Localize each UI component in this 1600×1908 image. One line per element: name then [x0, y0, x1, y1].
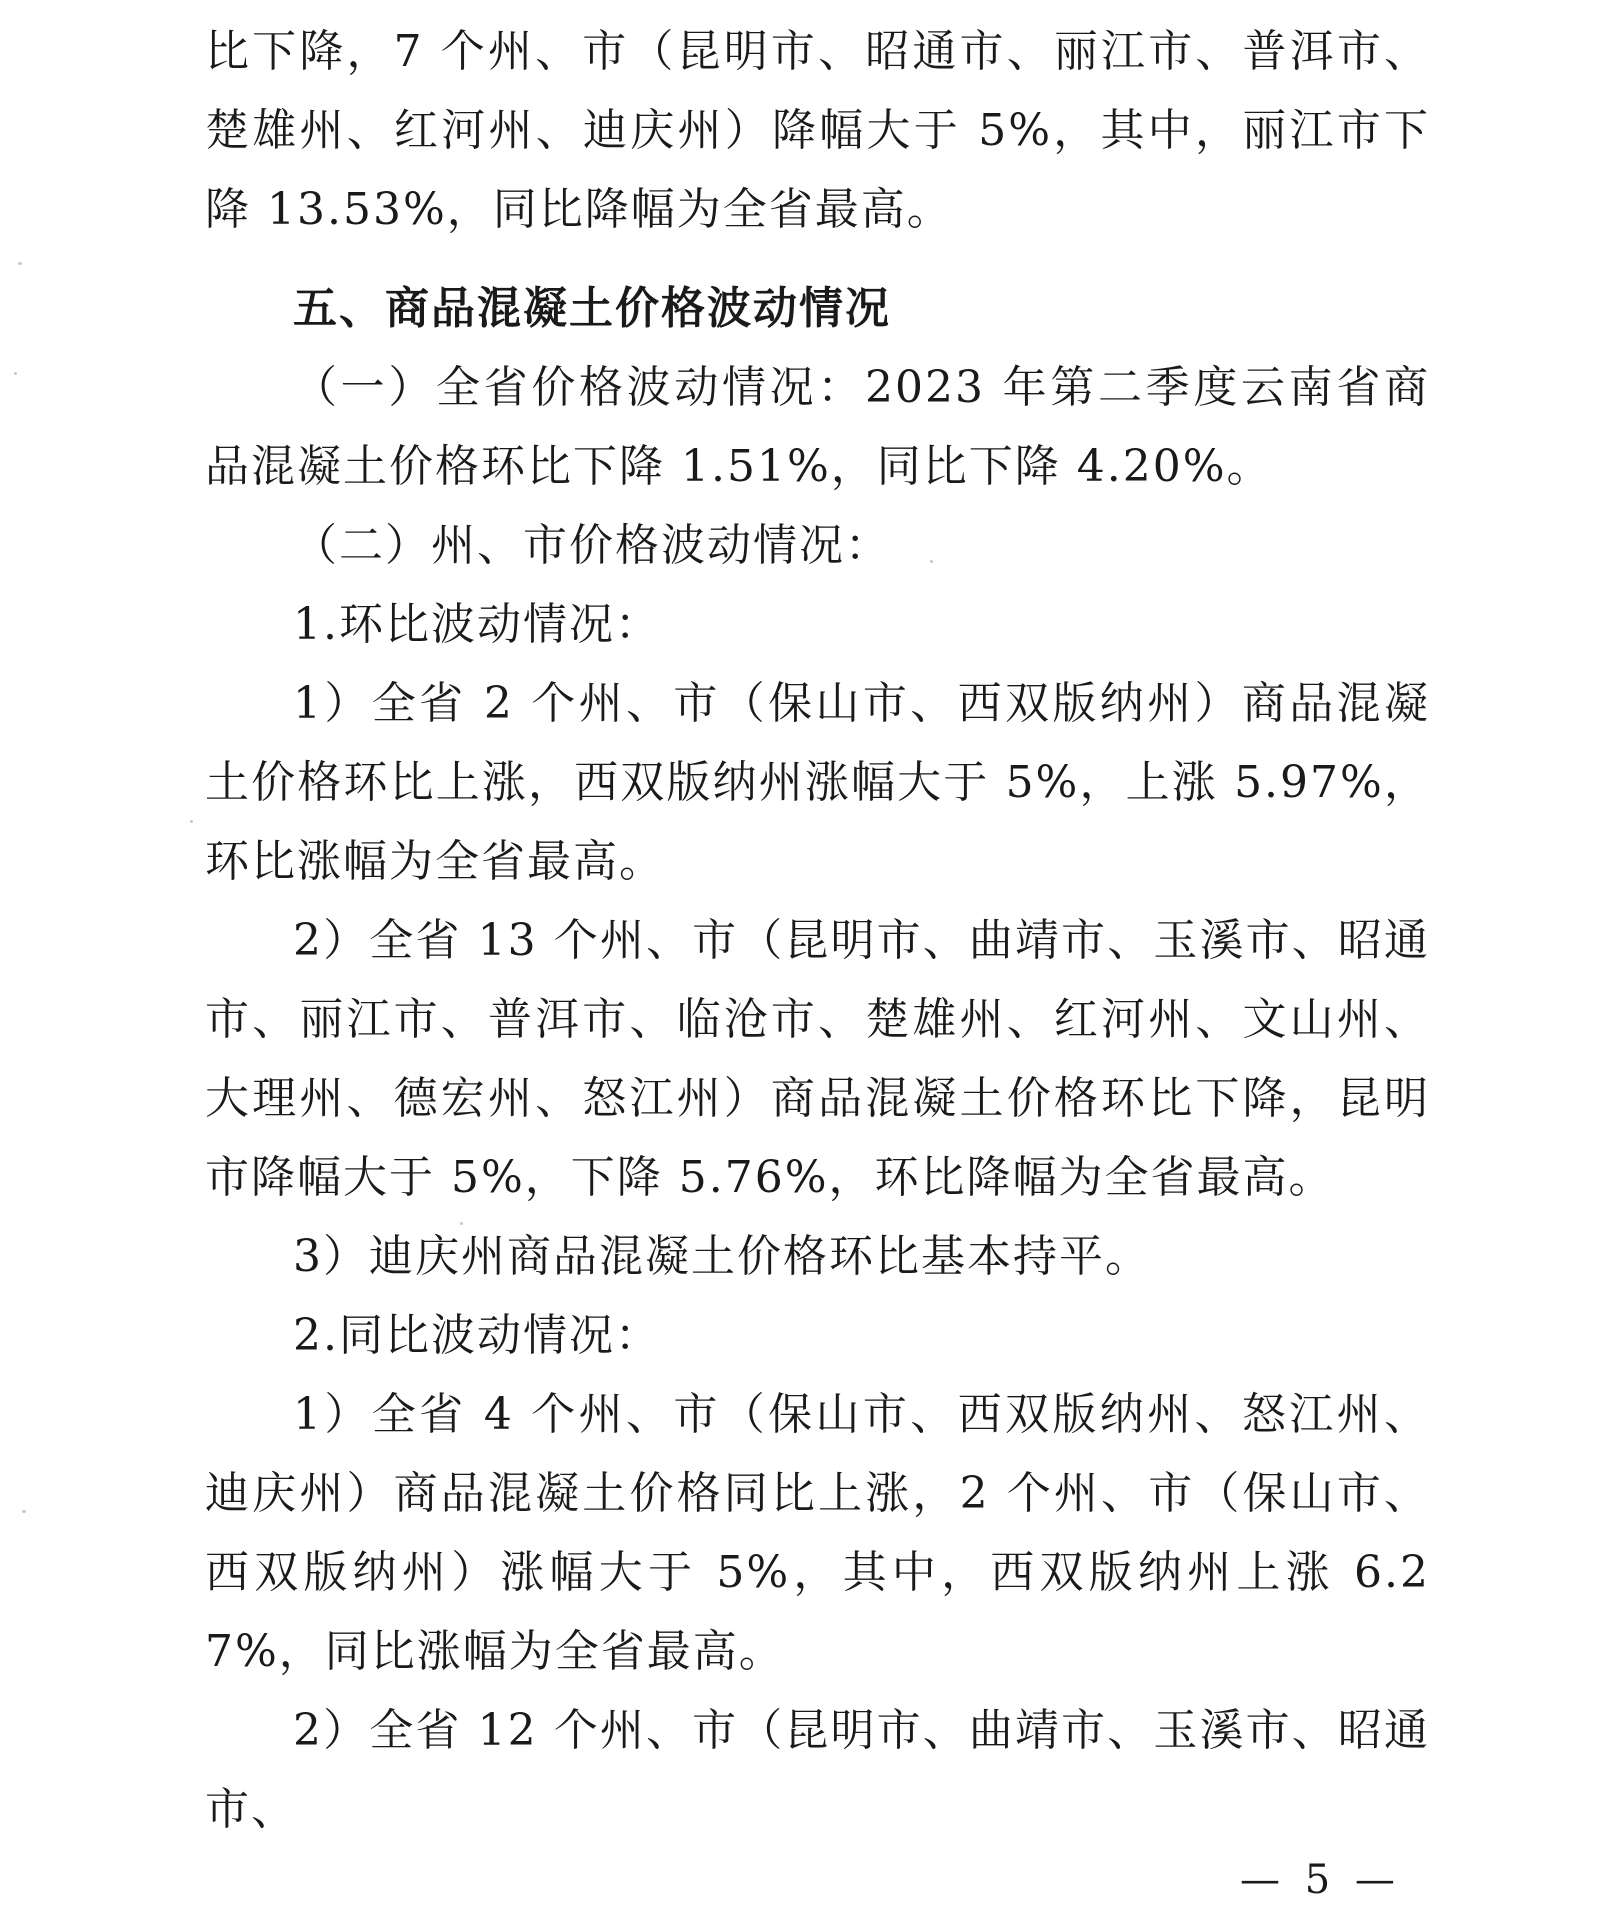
- page-number: — 5 —: [1240, 1857, 1401, 1903]
- paragraph-province-fluctuation: （一）全省价格波动情况：2023 年第二季度云南省商品混凝土价格环比下降 1.51%，同比下降 4.20%。: [205, 362, 1430, 492]
- paragraph-mom-rise: 1）全省 2 个州、市（保山市、西双版纳州）商品混凝土价格环比上涨，西双版纳州涨幅大于 5%，上涨 5.97%，环比涨幅为全省最高。: [205, 678, 1430, 887]
- scan-speck: [18, 262, 22, 265]
- paragraph-mom-title: 1.环比波动情况：: [293, 599, 661, 650]
- paragraph-yoy-rise: 1）全省 4 个州、市（保山市、西双版纳州、怒江州、迪庆州）商品混凝土价格同比上涨，2 个州、市（保山市、西双版纳州）涨幅大于 5%，其中，西双版纳州上涨 6.27%，同比涨幅为全省最高。: [205, 1389, 1430, 1677]
- scan-speck: [460, 1222, 463, 1225]
- scan-speck: [22, 1510, 26, 1513]
- paragraph-yoy-fall: 2）全省 12 个州、市（昆明市、曲靖市、玉溪市、昭通市、: [205, 1705, 1430, 1835]
- scan-speck: [190, 820, 193, 823]
- paragraph-continuation: 比下降，7 个州、市（昆明市、昭通市、丽江市、普洱市、楚雄州、红河州、迪庆州）降幅大于 5%，其中，丽江市下降 13.53%，同比降幅为全省最高。: [205, 26, 1430, 235]
- paragraph-city-fluctuation-title: （二）州、市价格波动情况：: [293, 520, 891, 571]
- paragraph-mom-flat: 3）迪庆州商品混凝土价格环比基本持平。: [293, 1231, 1151, 1282]
- section-heading: 五、商品混凝土价格波动情况: [293, 283, 891, 334]
- scan-speck: [14, 372, 17, 375]
- paragraph-yoy-title: 2.同比波动情况：: [293, 1310, 661, 1361]
- scan-speck: [930, 560, 933, 563]
- paragraph-mom-fall: 2）全省 13 个州、市（昆明市、曲靖市、玉溪市、昭通市、丽江市、普洱市、临沧市、楚雄州、红河州、文山州、大理州、德宏州、怒江州）商品混凝土价格环比下降，昆明市降幅大于 5%，下降 5.76%，环比降幅为全省最高。: [205, 915, 1430, 1203]
